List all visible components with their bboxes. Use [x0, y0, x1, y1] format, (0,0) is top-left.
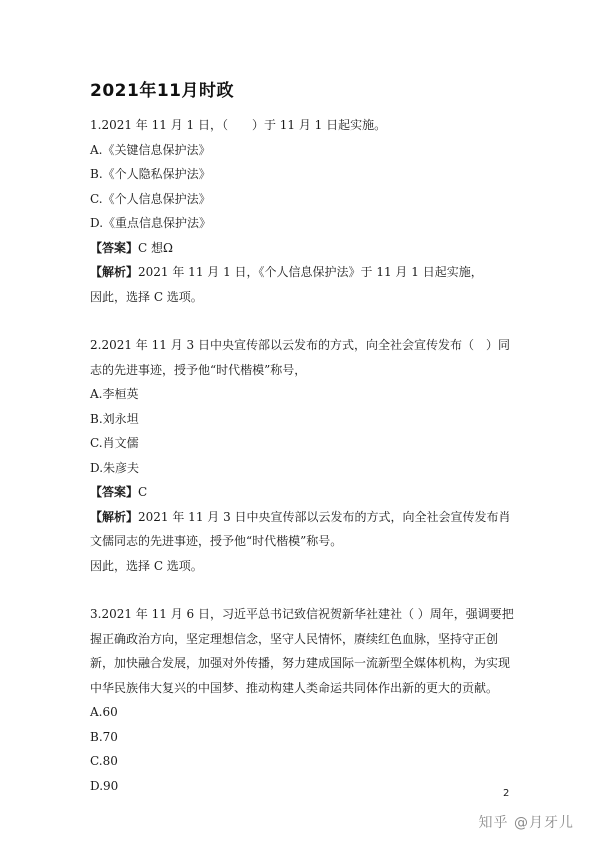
- option-b: B.刘永坦: [90, 411, 139, 426]
- option-a: A.《关键信息保护法》: [90, 142, 211, 157]
- question-1: [90, 113, 515, 309]
- option-c: C.肖文儒: [90, 436, 139, 450]
- analysis-label: 【解析】: [90, 509, 139, 524]
- analysis-line: [90, 260, 515, 285]
- question-stem: 1.2021 年 11 月 1 日，（ ）于 11 月 1 日起实施。: [90, 118, 387, 132]
- answer-value: C: [138, 485, 148, 499]
- question-2: [90, 333, 515, 578]
- question-stem: 3.2021 年 11 月 6 日，习近平总书记致信祝贺新华社建社（ ）周年，强调要把握正确政治方向，坚定理想信念，坚守人民情怀，赓续红色血脉，坚持守正创新，加快融合发展，加强对外传播，努力建成国际一流新型全媒体机构，为实现中华民族伟大复兴的中国梦、推动构建人类命运共同体作出新的更大的贡献。: [90, 607, 514, 695]
- question-3: [90, 602, 515, 798]
- answer-label: 【答案】: [90, 485, 139, 499]
- analysis-label: 【解析】: [90, 265, 139, 279]
- page-title: 2021年11月时政: [90, 81, 234, 101]
- question-stem: 2.2021 年 11 月 3 日中央宣传部以云发布的方式，向全社会宣传发布（ ）同志的先进事迹，授予他“时代楷模”称号，: [90, 338, 510, 377]
- analysis-line: [90, 505, 515, 554]
- option-a: A.李桓英: [90, 387, 139, 401]
- option-c: C.《个人信息保护法》: [90, 191, 211, 206]
- conclusion-text: 因此，选择 C 选项。: [90, 558, 203, 573]
- option-c: C.80: [90, 754, 118, 768]
- option-b: B.《个人隐私保护法》: [90, 167, 211, 181]
- conclusion-text: 因此，选择 C 选项。: [90, 289, 203, 304]
- option-d: D.《重点信息保护法》: [90, 216, 212, 230]
- analysis-text: 2021 年 11 月 3 日中央宣传部以云发布的方式，向全社会宣传发布肖文儒同志的先进事迹，授予他“时代楷模”称号。: [90, 509, 511, 548]
- analysis-text: 2021 年 11 月 1 日，《个人信息保护法》于 11 月 1 日起实施，: [138, 265, 483, 279]
- document-body: [90, 113, 515, 798]
- option-d: D.90: [90, 778, 119, 793]
- answer-value: C 想Ω: [138, 240, 173, 255]
- answer-line: [90, 236, 515, 261]
- watermark: 知乎 @月牙儿: [478, 815, 574, 831]
- option-b: B.70: [90, 729, 118, 744]
- answer-label: 【答案】: [90, 240, 139, 255]
- option-d: D.朱彦夫: [90, 460, 140, 475]
- option-a: A.60: [90, 705, 118, 719]
- page-number: 2: [503, 788, 510, 799]
- answer-line: [90, 480, 515, 505]
